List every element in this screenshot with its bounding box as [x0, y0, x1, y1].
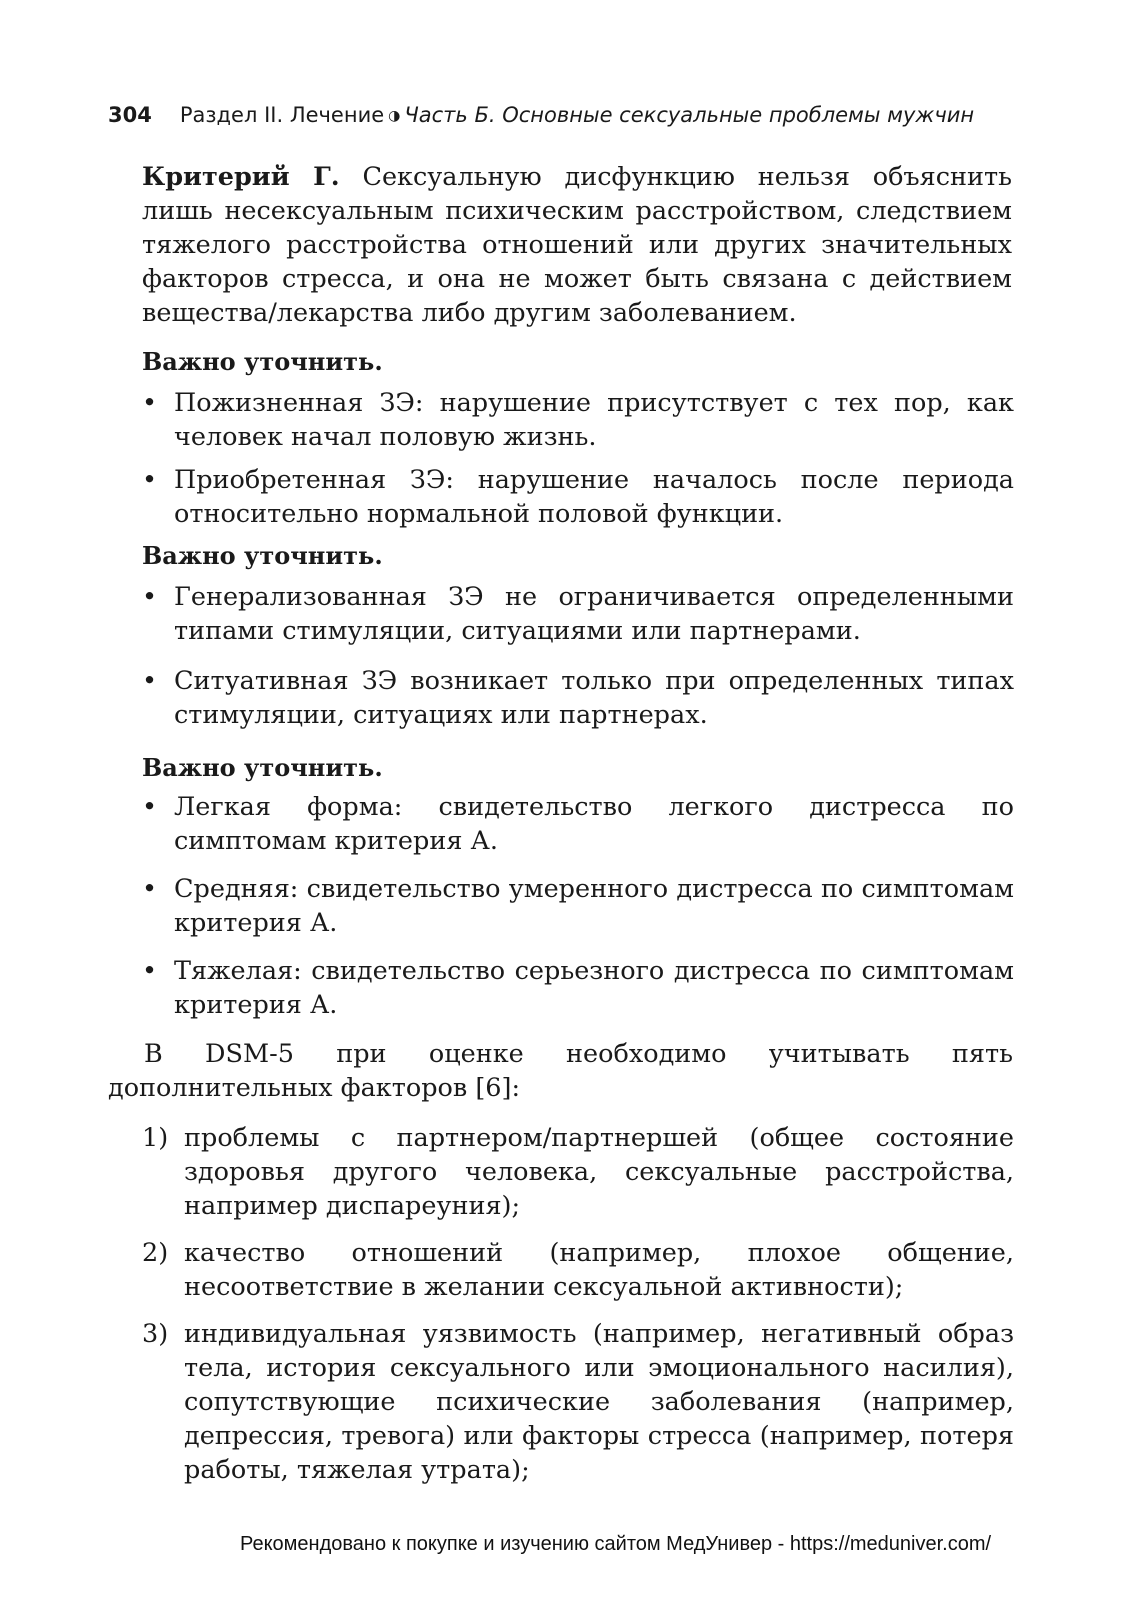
section-title: Раздел II. Лечение — [179, 103, 385, 127]
list-item-text: Тяжелая: свидетельство серьезного дистресса по симптомам критерия А. — [174, 956, 1014, 1020]
numbered-item-text: индивидуальная уязвимость (например, негативный образ тела, история сексуального или эмоционального насилия), сопутствующие психические заболевания (например, депрессия, тревога) или факторы стресса (например, потеря работы, тяжелая утрата); — [184, 1319, 1014, 1485]
bullet-icon: • — [142, 582, 158, 612]
list-item — [142, 664, 1014, 732]
footer-watermark: Рекомендовано к покупке и изучению сайтом МедУнивер - https://meduniver.com/ — [240, 1533, 992, 1555]
list-item — [142, 954, 1014, 1022]
item-number: 1) — [142, 1123, 169, 1153]
item-number: 3) — [142, 1319, 169, 1349]
bullet-icon: • — [142, 874, 158, 904]
bullet-icon: • — [142, 388, 158, 418]
list-item-text: Ситуативная ЗЭ возникает только при определенных типах стимуляции, ситуациях или партнерах. — [174, 666, 1014, 730]
note-heading: Важно уточнить. — [142, 347, 383, 376]
numbered-item — [142, 1236, 1014, 1304]
list-item-text: Генерализованная ЗЭ не ограничивается определенными типами стимуляции, ситуациями или партнерами. — [174, 582, 1014, 646]
criterion-label: Критерий Г. — [142, 162, 340, 192]
list-item — [142, 386, 1014, 454]
list-item-text: Пожизненная ЗЭ: нарушение присутствует с тех пор, как человек начал половую жизнь. — [174, 388, 1014, 452]
bullet-icon: • — [142, 792, 158, 822]
list-item-text: Легкая форма: свидетельство легкого дистресса по симптомам критерия А. — [174, 792, 1014, 856]
list-item-text: Приобретенная ЗЭ: нарушение началось после периода относительно нормальной половой функции. — [174, 465, 1014, 529]
criterion-text: Сексуальную дисфункцию нельзя объяснить лишь несексуальным психическим расстройством, следствием тяжелого расстройства отношений или других значительных факторов стресса, и она не может быть связана с действием вещества/лекарства либо другим заболеванием. — [142, 162, 1012, 328]
bullet-icon: • — [142, 956, 158, 986]
item-number: 2) — [142, 1238, 169, 1268]
running-header — [108, 100, 1038, 131]
numbered-item-text: проблемы с партнером/партнершей (общее состояние здоровья другого человека, сексуальные расстройства, например диспареуния); — [184, 1123, 1014, 1221]
list-item-text: Средняя: свидетельство умеренного дистресса по симптомам критерия А. — [174, 874, 1014, 938]
list-item — [142, 580, 1014, 648]
numbered-item-text: качество отношений (например, плохое общение, несоответствие в желании сексуальной активности); — [184, 1238, 1014, 1302]
separator-icon: ◑ — [388, 108, 401, 124]
list-item — [142, 463, 1014, 531]
list-item — [142, 790, 1014, 858]
bullet-icon: • — [142, 666, 158, 696]
intro-paragraph: В DSM-5 при оценке необходимо учитывать пять дополнительных факторов [6]: — [108, 1039, 1013, 1103]
list-item — [142, 872, 1014, 940]
criterion-paragraph — [142, 160, 1012, 330]
numbered-item — [142, 1317, 1014, 1487]
note-heading: Важно уточнить. — [142, 541, 383, 570]
numbered-item — [142, 1121, 1014, 1223]
page-number: 304 — [108, 103, 152, 127]
note-heading: Важно уточнить. — [142, 753, 383, 782]
bullet-icon: • — [142, 465, 158, 495]
part-title: Часть Б. Основные сексуальные проблемы мужчин — [404, 103, 975, 127]
